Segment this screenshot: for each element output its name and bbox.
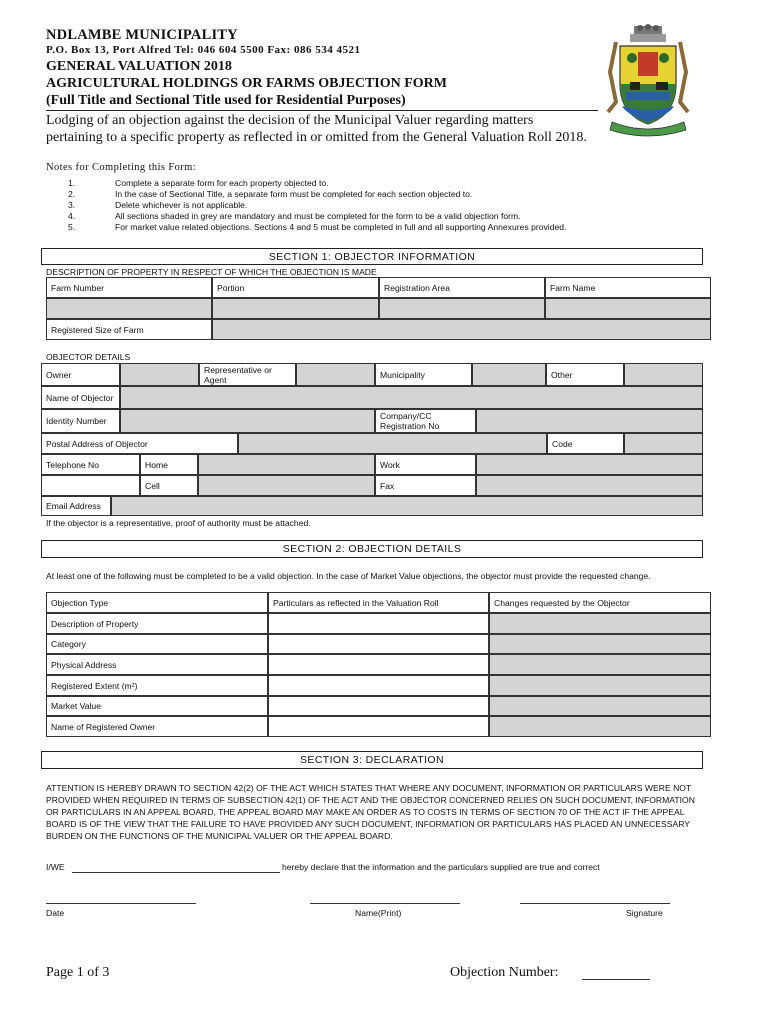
form-title: AGRICULTURAL HOLDINGS OR FARMS OBJECTION FORM xyxy=(46,76,447,91)
particulars-input[interactable] xyxy=(268,675,489,696)
particulars-input[interactable] xyxy=(268,654,489,675)
note-num: 2. xyxy=(68,189,76,199)
iwe-label: I/WE xyxy=(46,862,65,872)
farm-number-input[interactable] xyxy=(46,298,212,319)
objection-type-header: Objection Type xyxy=(46,592,268,613)
property-heading: DESCRIPTION OF PROPERTY IN RESPECT OF WHICH THE OBJECTION IS MADE xyxy=(46,267,377,277)
note-num: 5. xyxy=(68,222,76,232)
code-label: Code xyxy=(547,433,624,454)
note-text: All sections shaded in grey are mandatory and must be completed for the form to be a valid objection form. xyxy=(115,211,521,221)
form-subtitle: (Full Title and Sectional Title used for Residential Purposes) xyxy=(46,93,406,108)
date-line[interactable] xyxy=(46,903,196,904)
objection-number-label: Objection Number: xyxy=(450,965,559,980)
owner-label: Owner xyxy=(41,363,120,386)
objector-heading: OBJECTOR DETAILS xyxy=(46,352,131,362)
farm-number-label: Farm Number xyxy=(46,277,212,298)
farm-name-input[interactable] xyxy=(545,298,711,319)
note-num: 3. xyxy=(68,200,76,210)
particulars-input[interactable] xyxy=(268,634,489,654)
section2-title: SECTION 2: OBJECTION DETAILS xyxy=(41,540,703,558)
page-number: Page 1 of 3 xyxy=(46,965,110,980)
note-num: 4. xyxy=(68,211,76,221)
section3-title: SECTION 3: DECLARATION xyxy=(41,751,703,769)
cell-label: Cell xyxy=(140,475,198,496)
particulars-input[interactable] xyxy=(268,696,489,716)
objection-row-label: Name of Registered Owner xyxy=(46,716,268,737)
signature-label: Signature xyxy=(626,908,663,918)
work-phone-input[interactable] xyxy=(476,454,703,475)
code-input[interactable] xyxy=(624,433,703,454)
postal-address-input[interactable] xyxy=(238,433,547,454)
valuation-title: GENERAL VALUATION 2018 xyxy=(46,59,232,74)
representative-checkbox[interactable] xyxy=(296,363,375,386)
owner-checkbox[interactable] xyxy=(120,363,199,386)
attention-text: ATTENTION IS HEREBY DRAWN TO SECTION 42(2) OF THE ACT WHICH STATES THAT WHERE ANY DOCUMENT, INFORMATION OR PARTICULARS WERE NOT PROVIDED WHEN REQUIRED IN TERMS OF SUBSECTION 42(1) OF THE ACT AND THE OBJECTOR CONCERNED RELIES ON SUCH DOCUMENT, INFORMATION OR PARTICULARS IN AN APPEAL BOARD, THE APPEAL BOARD MAY MAKE AN ORDER AS TO COSTS IN TERMS OF SECTION 70 OF THE ACT IF THE APPEAL BOARD IS OF THE VIEW THAT THE FAILURE TO HAVE PROVIDED ANY SUCH DOCUMENT, INFORMATION OR PARTICULARS HAS PLACED AN UNNECESSARY BURDEN ON THE FUNCTIONS OF THE MUNICIPAL VALUER OR THE APPEAL BOARD. xyxy=(46,783,695,841)
fax-input[interactable] xyxy=(476,475,703,496)
particulars-input[interactable] xyxy=(268,613,489,634)
identity-number-input[interactable] xyxy=(120,409,375,433)
note-num: 1. xyxy=(68,178,76,188)
note-text: Delete whichever is not applicable. xyxy=(115,200,248,210)
section2-intro: At least one of the following must be completed to be a valid objection. In the case of Market Value objections, the objector must provide the requested change. xyxy=(46,571,651,581)
portion-input[interactable] xyxy=(212,298,379,319)
telephone-blank xyxy=(41,475,140,496)
notes-heading: Notes for Completing this Form: xyxy=(46,162,197,173)
note-text: In the case of Sectional Title, a separate form must be completed for each section objected to. xyxy=(115,189,473,199)
company-registration-label: Company/CC Registration No xyxy=(375,409,476,433)
note-text: Complete a separate form for each property objected to. xyxy=(115,178,329,188)
changes-header: Changes requested by the Objector xyxy=(489,592,711,613)
municipality-name: NDLAMBE MUNICIPALITY xyxy=(46,27,238,43)
home-phone-input[interactable] xyxy=(198,454,375,475)
name-print-label: Name(Print) xyxy=(355,908,402,918)
objection-row-label: Physical Address xyxy=(46,654,268,675)
postal-address-label: Postal Address of Objector xyxy=(41,433,238,454)
changes-input[interactable] xyxy=(489,654,711,675)
particulars-input[interactable] xyxy=(268,716,489,737)
note-text: For market value related objections. Sections 4 and 5 must be completed in full and all supporting Annexures provided. xyxy=(115,222,567,232)
objection-row-label: Description of Property xyxy=(46,613,268,634)
changes-input[interactable] xyxy=(489,634,711,654)
objection-row-label: Category xyxy=(46,634,268,654)
representative-note: If the objector is a representative, proof of authority must be attached. xyxy=(46,518,311,528)
particulars-header: Particulars as reflected in the Valuation Roll xyxy=(268,592,489,613)
name-of-objector-input[interactable] xyxy=(120,386,703,409)
objection-row-label: Registered Extent (m²) xyxy=(46,675,268,696)
declaration-text: hereby declare that the information and the particulars supplied are true and correct xyxy=(282,862,600,872)
header-rule xyxy=(46,110,598,111)
changes-input[interactable] xyxy=(489,613,711,634)
intro-text: Lodging of an objection against the decision of the Municipal Valuer regarding matters pertaining to a specific property as reflected in or omitted from the General Valuation Roll 2018. xyxy=(46,113,587,145)
municipality-checkbox[interactable] xyxy=(472,363,546,386)
other-label: Other xyxy=(546,363,624,386)
email-label: Email Address xyxy=(41,496,111,516)
home-label: Home xyxy=(140,454,198,475)
portion-label: Portion xyxy=(212,277,379,298)
telephone-label: Telephone No xyxy=(41,454,140,475)
changes-input[interactable] xyxy=(489,716,711,737)
signature-line[interactable] xyxy=(520,903,670,904)
representative-label: Representative or Agent xyxy=(199,363,296,386)
registration-area-input[interactable] xyxy=(379,298,545,319)
work-label: Work xyxy=(375,454,476,475)
section1-title: SECTION 1: OBJECTOR INFORMATION xyxy=(41,248,703,265)
registered-size-input[interactable] xyxy=(212,319,711,340)
changes-input[interactable] xyxy=(489,675,711,696)
municipality-label: Municipality xyxy=(375,363,472,386)
name-line[interactable] xyxy=(310,903,460,904)
changes-input[interactable] xyxy=(489,696,711,716)
fax-label: Fax xyxy=(375,475,476,496)
identity-number-label: Identity Number xyxy=(41,409,120,433)
objection-number-line[interactable] xyxy=(582,979,650,980)
company-registration-input[interactable] xyxy=(476,409,703,433)
iwe-line[interactable] xyxy=(72,872,280,873)
coat-of-arms-icon xyxy=(602,22,694,140)
cell-phone-input[interactable] xyxy=(198,475,375,496)
registration-area-label: Registration Area xyxy=(379,277,545,298)
email-input[interactable] xyxy=(111,496,703,516)
contact-details: P.O. Box 13, Port Alfred Tel: 046 604 5500 Fax: 086 534 4521 xyxy=(46,44,361,56)
other-checkbox[interactable] xyxy=(624,363,703,386)
registered-size-label: Registered Size of Farm xyxy=(46,319,212,340)
name-of-objector-label: Name of Objector xyxy=(41,386,120,409)
date-label: Date xyxy=(46,908,65,918)
objection-row-label: Market Value xyxy=(46,696,268,716)
farm-name-label: Farm Name xyxy=(545,277,711,298)
